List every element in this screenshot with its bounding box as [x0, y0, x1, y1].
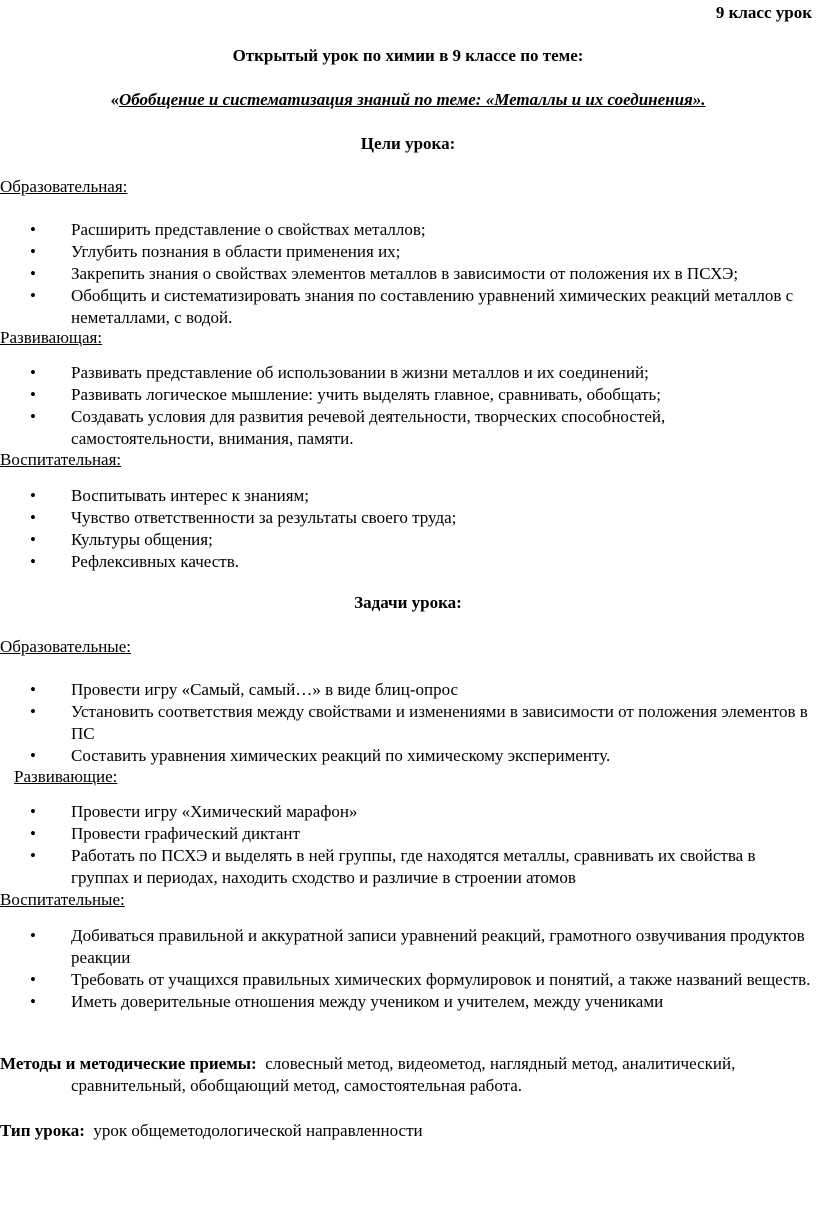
goals-upbringing-list [0, 485, 816, 573]
goals-educational-label: Образовательная: [0, 177, 128, 196]
tasks-heading: Задачи урока: [354, 593, 462, 612]
list-item-text: Добиваться правильной и аккуратной записи уравнений реакций, грамотного озвучивания продуктов реакции [71, 926, 805, 967]
bullet-icon: • [30, 926, 36, 945]
tasks-upbringing-list [0, 925, 816, 1013]
goals-educational-list [0, 219, 816, 329]
bullet-icon: • [30, 992, 36, 1011]
lesson-topic [0, 89, 816, 111]
methods-text: словесный метод, видеометод, наглядный метод, аналитический, сравнительный, обобщающий метод, самостоятельная работа. [71, 1054, 736, 1095]
list-item [0, 679, 816, 701]
bullet-icon: • [30, 970, 36, 989]
methods-label: Методы и методические приемы: [0, 1054, 257, 1073]
bullet-icon: • [30, 407, 36, 426]
list-item-text: Рефлексивных качеств. [71, 552, 240, 571]
list-item-text: Расширить представление о свойствах металлов; [71, 220, 426, 239]
goals-upbringing-label: Воспитательная: [0, 450, 122, 469]
bullet-icon: • [30, 264, 36, 283]
list-item [0, 529, 816, 551]
page-title: Открытый урок по химии в 9 классе по теме: [232, 46, 584, 65]
bullet-icon: • [30, 385, 36, 404]
tasks-developing-label: Развивающие: [14, 767, 118, 786]
bullet-icon: • [30, 552, 36, 571]
list-item [0, 991, 816, 1013]
lesson-type-label: Тип урока: [0, 1121, 85, 1140]
bullet-icon: • [30, 220, 36, 239]
list-item-text: Провести игру «Химический марафон» [71, 802, 358, 821]
tasks-educational-label: Образовательные: [0, 637, 131, 656]
bullet-icon: • [30, 802, 36, 821]
methods-paragraph [0, 1053, 812, 1097]
bullet-icon: • [30, 846, 36, 865]
tasks-educational-list [0, 679, 816, 767]
list-item-text: Провести игру «Самый, самый…» в виде блиц-опрос [71, 680, 459, 699]
list-item [0, 485, 816, 507]
tasks-upbringing-label: Воспитательные: [0, 890, 125, 909]
bullet-icon: • [30, 746, 36, 765]
list-item-text: Установить соответствия между свойствами и изменениями в зависимости от положения элементов в ПС [71, 702, 808, 743]
list-item-text: Требовать от учащихся правильных химических формулировок и понятий, а также названий веществ. [71, 970, 811, 989]
list-item [0, 362, 816, 384]
list-item [0, 823, 816, 845]
list-item [0, 241, 816, 263]
list-item-text: Культуры общения; [71, 530, 213, 549]
list-item-text: Развивать представление об использовании в жизни металлов и их соединений; [71, 363, 649, 382]
bullet-icon: • [30, 242, 36, 261]
list-item [0, 701, 816, 745]
lesson-type-text: урок общеметодологической направленности [93, 1121, 423, 1140]
grade-label: 9 класс урок [715, 3, 812, 22]
list-item [0, 263, 816, 285]
bullet-icon: • [30, 363, 36, 382]
goals-developing-list [0, 362, 816, 450]
list-item [0, 801, 816, 823]
bullet-icon: • [30, 824, 36, 843]
list-item [0, 925, 816, 969]
list-item [0, 745, 816, 767]
list-item-text: Иметь доверительные отношения между учеником и учителем, между учениками [71, 992, 664, 1011]
goals-heading: Цели урока: [360, 134, 456, 153]
lesson-type-paragraph [0, 1120, 423, 1142]
list-item [0, 969, 816, 991]
list-item [0, 845, 816, 889]
bullet-icon: • [30, 702, 36, 721]
bullet-icon: • [30, 530, 36, 549]
bullet-icon: • [30, 680, 36, 699]
list-item-text: Закрепить знания о свойствах элементов металлов в зависимости от положения их в ПСХЭ; [71, 264, 739, 283]
list-item-text: Работать по ПСХЭ и выделять в ней группы, где находятся металлы, сравнивать их свойства в группах и периодах, находить сходство и различие в строении атомов [71, 846, 756, 887]
bullet-icon: • [30, 486, 36, 505]
list-item-text: Провести графический диктант [71, 824, 300, 843]
list-item [0, 384, 816, 406]
list-item [0, 285, 816, 329]
goals-developing-label: Развивающая: [0, 328, 103, 347]
list-item-text: Углубить познания в области применения их; [71, 242, 401, 261]
list-item-text: Составить уравнения химических реакций по химическому эксперименту. [71, 746, 611, 765]
list-item-text: Обобщить и систематизировать знания по составлению уравнений химических реакций металлов с неметаллами, с водой. [71, 286, 794, 327]
tasks-developing-list [0, 801, 816, 889]
bullet-icon: • [30, 286, 36, 305]
list-item [0, 507, 816, 529]
list-item-text: Чувство ответственности за результаты своего труда; [71, 508, 457, 527]
topic-text: Обобщение и систематизация знаний по теме: «Металлы и их соединения». [118, 90, 706, 109]
list-item-text: Создавать условия для развития речевой деятельности, творческих способностей, самостоятельности, внимания, памяти. [71, 407, 666, 448]
list-item [0, 551, 816, 573]
list-item [0, 219, 816, 241]
topic-open-quote: « [110, 90, 119, 109]
list-item-text: Развивать логическое мышление: учить выделять главное, сравнивать, обобщать; [71, 385, 661, 404]
list-item [0, 406, 816, 450]
bullet-icon: • [30, 508, 36, 527]
list-item-text: Воспитывать интерес к знаниям; [71, 486, 309, 505]
